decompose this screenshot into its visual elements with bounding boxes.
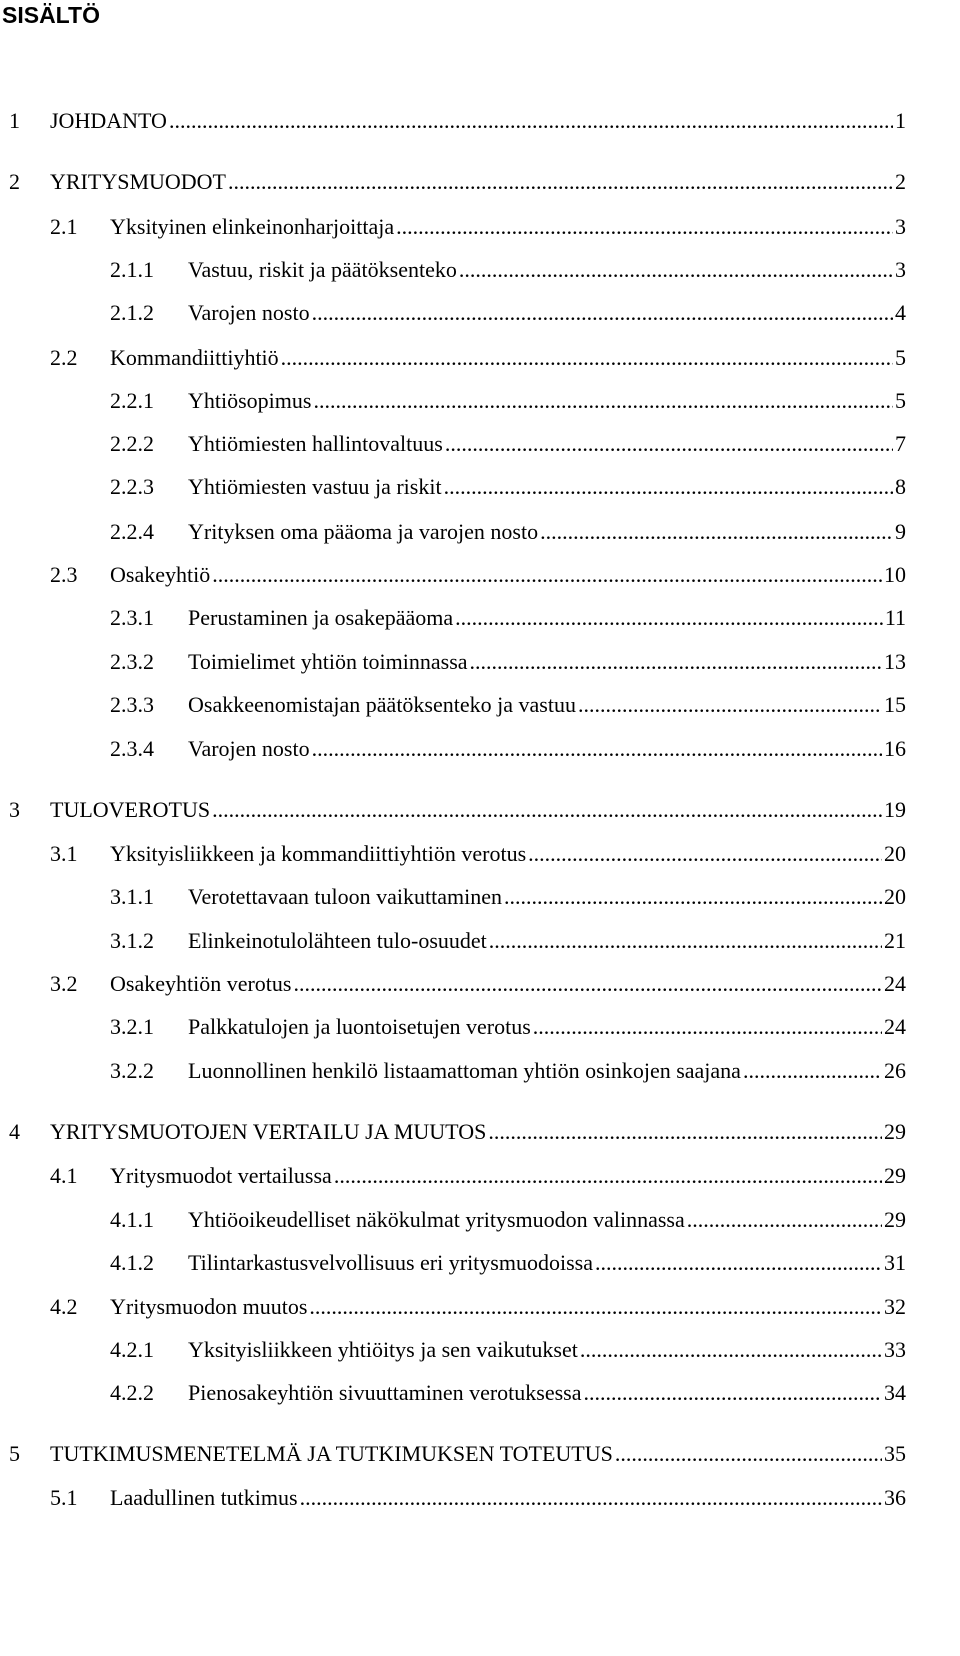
dot-leader xyxy=(313,386,893,416)
toc-entry-title: YRITYSMUOTOJEN VERTAILU JA MUUTOS xyxy=(50,1119,487,1144)
toc-entry-number: 3.1.1 xyxy=(110,884,154,909)
dot-leader xyxy=(578,690,882,720)
toc-entry[interactable] xyxy=(110,926,906,956)
toc-entry-title: TUTKIMUSMENETELMÄ JA TUTKIMUKSEN TOTEUTUS xyxy=(50,1441,613,1466)
toc-entry-number: 4.1 xyxy=(50,1163,78,1188)
dot-leader xyxy=(504,882,882,912)
toc-entry[interactable] xyxy=(9,795,906,825)
dot-leader xyxy=(312,298,893,328)
dot-leader xyxy=(293,969,882,999)
toc-entry[interactable] xyxy=(50,560,906,590)
toc-entry[interactable] xyxy=(50,969,906,999)
toc-entry-page: 36 xyxy=(884,1485,906,1510)
toc-entry-page: 20 xyxy=(884,841,906,866)
dot-leader xyxy=(312,734,882,764)
toc-entry-page: 26 xyxy=(884,1058,906,1083)
toc-entry[interactable] xyxy=(110,517,906,547)
toc-entry[interactable] xyxy=(110,1056,906,1086)
toc-entry[interactable] xyxy=(110,734,906,764)
toc-entry-title: Yhtiömiesten vastuu ja riskit xyxy=(188,474,442,499)
toc-entry-page: 24 xyxy=(884,1014,906,1039)
dot-leader xyxy=(396,212,893,242)
dot-leader xyxy=(540,517,893,547)
toc-entry-number: 4.1.1 xyxy=(110,1207,154,1232)
toc-entry-title: Osakeyhtiön verotus xyxy=(110,971,292,996)
toc-entry-page: 29 xyxy=(884,1163,906,1188)
toc-heading: SISÄLTÖ xyxy=(2,2,100,28)
toc-entry-title: Yrityksen oma pääoma ja varojen nosto xyxy=(188,519,539,544)
toc-entry[interactable] xyxy=(110,1335,906,1365)
toc-entry-title: Yhtiöoikeudelliset näkökulmat yritysmuodon valinnassa xyxy=(188,1207,685,1232)
toc-entry-title: Tilintarkastusvelvollisuus eri yritysmuodoissa xyxy=(188,1250,593,1275)
dot-leader xyxy=(212,560,882,590)
toc-entry-page: 5 xyxy=(895,388,906,413)
toc-entry-title: Yritysmuodon muutos xyxy=(110,1294,308,1319)
toc-entry-title: Varojen nosto xyxy=(188,736,310,761)
dot-leader xyxy=(470,647,882,677)
toc-entry-title: Kommandiittiyhtiö xyxy=(110,345,279,370)
toc-entry[interactable] xyxy=(110,882,906,912)
toc-entry[interactable] xyxy=(110,690,906,720)
toc-entry-title: Laadullinen tutkimus xyxy=(110,1485,298,1510)
toc-entry-title: YRITYSMUODOT xyxy=(50,169,226,194)
toc-entry-number: 2.1.1 xyxy=(110,257,154,282)
toc-entry-page: 16 xyxy=(884,736,906,761)
toc-entry[interactable] xyxy=(9,167,906,197)
toc-entry-page: 35 xyxy=(884,1441,906,1466)
toc-entry-page: 8 xyxy=(895,474,906,499)
dot-leader xyxy=(595,1248,882,1278)
toc-entry-number: 3.2.2 xyxy=(110,1058,154,1083)
toc-entry-page: 15 xyxy=(884,692,906,717)
toc-entry-title: Yksityinen elinkeinonharjoittaja xyxy=(110,214,395,239)
dot-leader xyxy=(743,1056,882,1086)
toc-entry-number: 4.2.1 xyxy=(110,1337,154,1362)
dot-leader xyxy=(309,1292,882,1322)
dot-leader xyxy=(445,429,893,459)
toc-entry-page: 31 xyxy=(884,1250,906,1275)
toc-entry-title: Osakkeenomistajan päätöksenteko ja vastuu xyxy=(188,692,576,717)
toc-entry-number: 2.1.2 xyxy=(110,300,154,325)
toc-entry-page: 7 xyxy=(895,431,906,456)
toc-entry-page: 19 xyxy=(884,797,906,822)
toc-entry[interactable] xyxy=(50,212,906,242)
toc-entry[interactable] xyxy=(110,1248,906,1278)
toc-entry-number: 2.2.4 xyxy=(110,519,154,544)
toc-entry-page: 1 xyxy=(895,108,906,133)
toc-entry-page: 20 xyxy=(884,884,906,909)
dot-leader xyxy=(444,472,893,502)
dot-leader xyxy=(687,1205,882,1235)
toc-entry[interactable] xyxy=(50,343,906,373)
dot-leader xyxy=(334,1161,882,1191)
toc-entry-number: 2.3.3 xyxy=(110,692,154,717)
toc-entry[interactable] xyxy=(9,1117,906,1147)
toc-entry-number: 4 xyxy=(9,1119,20,1144)
toc-entry[interactable] xyxy=(9,106,906,136)
toc-entry-number: 2.3.4 xyxy=(110,736,154,761)
toc-entry[interactable] xyxy=(110,298,906,328)
toc-entry[interactable] xyxy=(110,386,906,416)
toc-entry-page: 3 xyxy=(895,214,906,239)
toc-entry-title: Yhtiömiesten hallintovaltuus xyxy=(188,431,443,456)
dot-leader xyxy=(455,603,883,633)
dot-leader xyxy=(489,926,882,956)
toc-entry-number: 2.2.1 xyxy=(110,388,154,413)
toc-entry-title: Yksityisliikkeen ja kommandiittiyhtiön verotus xyxy=(110,841,527,866)
dot-leader xyxy=(528,839,882,869)
toc-entry-title: Pienosakeyhtiön sivuuttaminen verotuksessa xyxy=(188,1380,582,1405)
toc-entry[interactable] xyxy=(110,1378,906,1408)
toc-entry-number: 2.1 xyxy=(50,214,78,239)
toc-entry-number: 3.2.1 xyxy=(110,1014,154,1039)
toc-entry-number: 4.1.2 xyxy=(110,1250,154,1275)
toc-entry[interactable] xyxy=(50,1292,906,1322)
toc-entry-title: Yksityisliikkeen yhtiöitys ja sen vaikutukset xyxy=(188,1337,578,1362)
dot-leader xyxy=(169,106,893,136)
toc-entry-number: 3.1.2 xyxy=(110,928,154,953)
toc-entry-page: 3 xyxy=(895,257,906,282)
toc-entry-number: 3.2 xyxy=(50,971,78,996)
toc-entry-number: 2.2.2 xyxy=(110,431,154,456)
toc-entry-title: Perustaminen ja osakepääoma xyxy=(188,605,454,630)
toc-entry-page: 9 xyxy=(895,519,906,544)
toc-entry-number: 3 xyxy=(9,797,20,822)
toc-entry-number: 2.3.1 xyxy=(110,605,154,630)
dot-leader xyxy=(584,1378,883,1408)
toc-entry-title: TULOVEROTUS xyxy=(50,797,211,822)
toc-entry-number: 5 xyxy=(9,1441,20,1466)
toc-entry[interactable] xyxy=(50,1161,906,1191)
toc-entry-number: 1 xyxy=(9,108,20,133)
toc-entry-title: Luonnollinen henkilö listaamattoman yhtiön osinkojen saajana xyxy=(188,1058,741,1083)
toc-entry-title: JOHDANTO xyxy=(50,108,167,133)
toc-entry[interactable] xyxy=(110,255,906,285)
toc-entry-number: 2.2 xyxy=(50,345,78,370)
toc-entry-page: 29 xyxy=(884,1119,906,1144)
toc-entry-title: Elinkeinotulolähteen tulo-osuudet xyxy=(188,928,487,953)
toc-entry-title: Verotettavaan tuloon vaikuttaminen xyxy=(188,884,503,909)
toc-entry-number: 5.1 xyxy=(50,1485,78,1510)
toc-entry-title: Varojen nosto xyxy=(188,300,310,325)
toc-entry-page: 10 xyxy=(884,562,906,587)
toc-entry[interactable] xyxy=(110,1205,906,1235)
toc-entry-number: 2.3 xyxy=(50,562,78,587)
toc-entry-number: 2.2.3 xyxy=(110,474,154,499)
toc-entry[interactable] xyxy=(110,472,906,502)
toc-entry-title: Palkkatulojen ja luontoisetujen verotus xyxy=(188,1014,531,1039)
dot-leader xyxy=(228,167,893,197)
toc-entry-page: 5 xyxy=(895,345,906,370)
toc-entry-number: 4.2.2 xyxy=(110,1380,154,1405)
toc-entry[interactable] xyxy=(110,1012,906,1042)
toc-entry-title: Osakeyhtiö xyxy=(110,562,211,587)
dot-leader xyxy=(459,255,893,285)
toc-entry-page: 24 xyxy=(884,971,906,996)
toc-entry-title: Vastuu, riskit ja päätöksenteko xyxy=(188,257,457,282)
dot-leader xyxy=(533,1012,882,1042)
toc-entry-page: 32 xyxy=(884,1294,906,1319)
dot-leader xyxy=(281,343,893,373)
toc-entry-number: 4.2 xyxy=(50,1294,78,1319)
toc-entry-title: Toimielimet yhtiön toiminnassa xyxy=(188,649,468,674)
toc-entry-number: 2 xyxy=(9,169,20,194)
toc-entry-title: Yhtiösopimus xyxy=(188,388,312,413)
toc-entry[interactable] xyxy=(110,603,906,633)
toc-entry[interactable] xyxy=(50,839,906,869)
dot-leader xyxy=(580,1335,882,1365)
toc-entry-title: Yritysmuodot vertailussa xyxy=(110,1163,332,1188)
toc-entry[interactable] xyxy=(110,647,906,677)
toc-entry-page: 13 xyxy=(884,649,906,674)
toc-entry-number: 3.1 xyxy=(50,841,78,866)
toc-entry[interactable] xyxy=(50,1483,906,1513)
toc-entry-number: 2.3.2 xyxy=(110,649,154,674)
toc-entry-page: 29 xyxy=(884,1207,906,1232)
toc-entry-page: 21 xyxy=(884,928,906,953)
toc-entry-page: 2 xyxy=(895,169,906,194)
dot-leader xyxy=(488,1117,882,1147)
toc-entry-page: 34 xyxy=(884,1380,906,1405)
toc-entry[interactable] xyxy=(110,429,906,459)
toc-entry-page: 33 xyxy=(884,1337,906,1362)
dot-leader xyxy=(615,1439,882,1469)
dot-leader xyxy=(300,1483,882,1513)
dot-leader xyxy=(212,795,882,825)
toc-entry-page: 11 xyxy=(884,605,906,630)
toc-entry[interactable] xyxy=(9,1439,906,1469)
toc-entry-page: 4 xyxy=(895,300,906,325)
